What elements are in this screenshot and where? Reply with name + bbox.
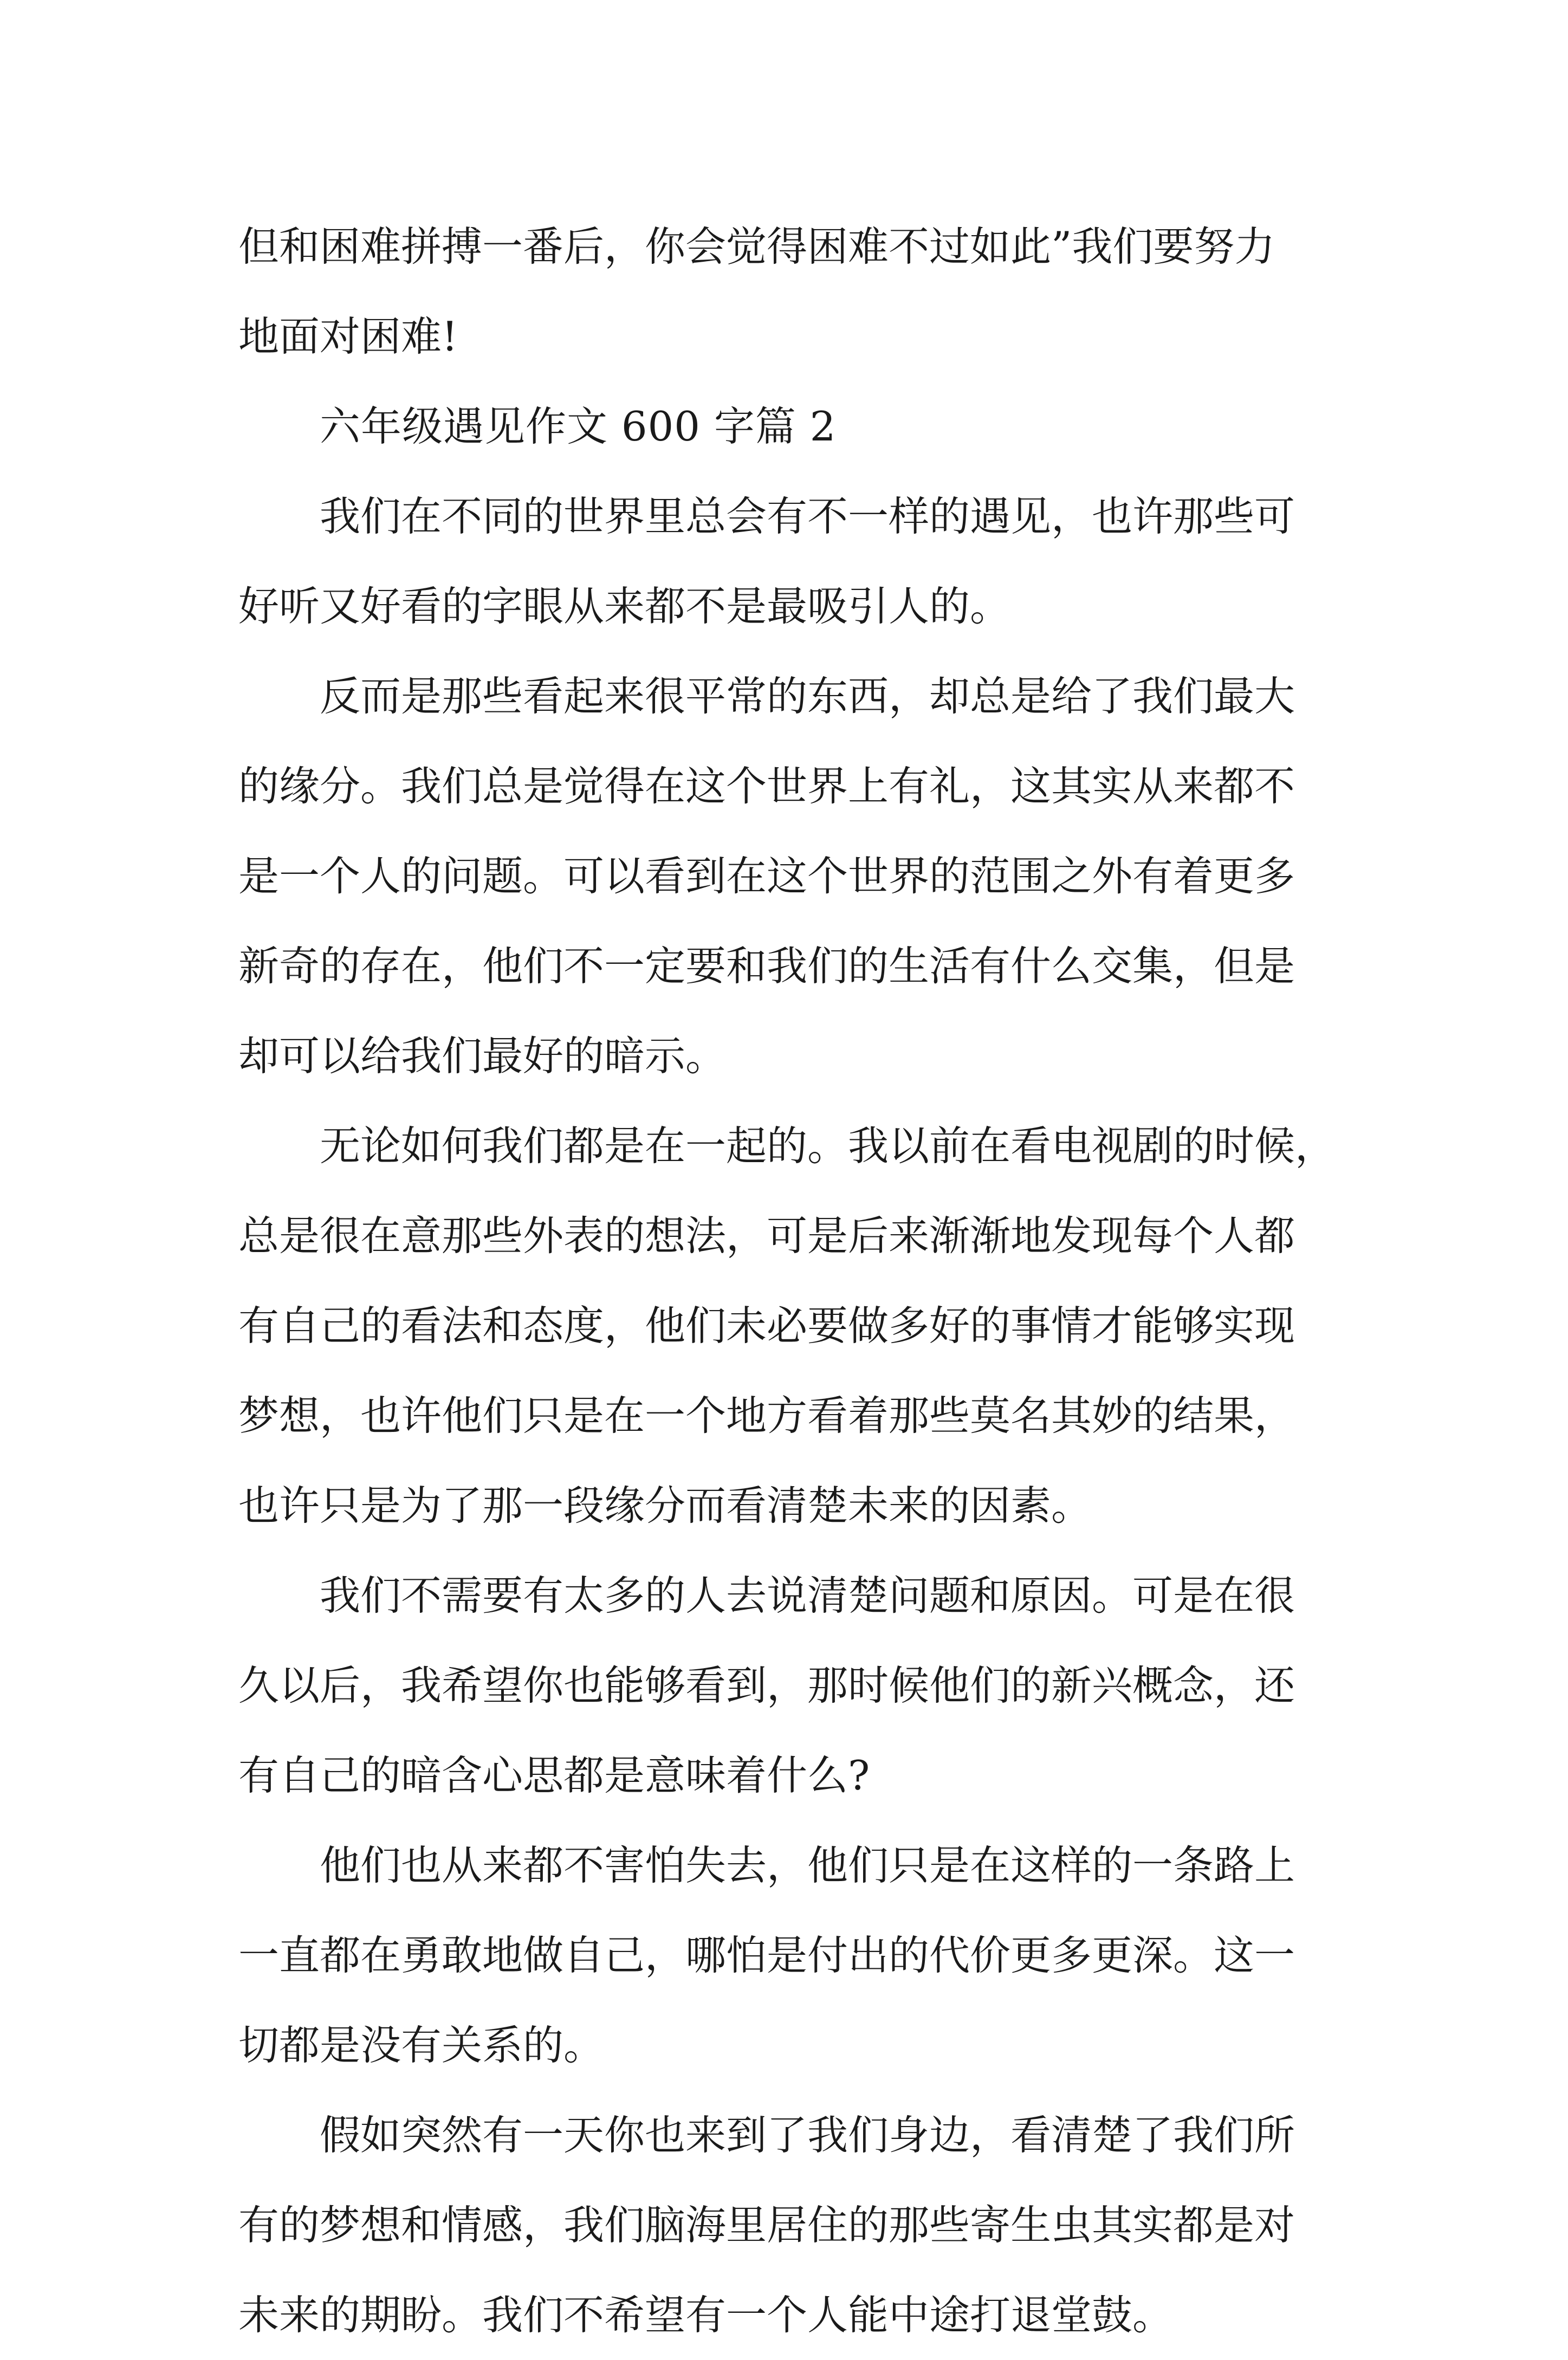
text-line: 久以后，我希望你也能够看到，那时候他们的新兴概念，还	[238, 1662, 1295, 1709]
text-line: 梦想，也许他们只是在一个地方看着那些莫名其妙的结果，	[238, 1392, 1295, 1440]
text-line: 有的梦想和情感，我们脑海里居住的那些寄生虫其实都是对	[238, 2201, 1295, 2249]
paragraph	[238, 1820, 1333, 2090]
text-line: 地面对困难!	[238, 313, 458, 360]
section-heading: 六年级遇见作文 600 字篇 2	[320, 403, 837, 450]
paragraph	[238, 1551, 1333, 1820]
text-line: 切都是没有关系的。	[238, 2021, 605, 2069]
text-line: 的缘分。我们总是觉得在这个世界上有礼，这其实从来都不	[238, 762, 1295, 810]
text-line: 新奇的存在，他们不一定要和我们的生活有什么交集，但是	[238, 942, 1295, 990]
text-line: 我们不需要有太多的人去说清楚问题和原因。可是在很	[320, 1572, 1295, 1619]
text-line: 一直都在勇敢地做自己，哪怕是付出的代价更多更深。这一	[238, 1931, 1295, 1979]
text-line: 反而是那些看起来很平常的东西，却总是给了我们最大	[320, 672, 1295, 720]
text-line: 总是很在意那些外表的想法，可是后来渐渐地发现每个人都	[238, 1212, 1295, 1260]
text-line: 是一个人的问题。可以看到在这个世界的范围之外有着更多	[238, 852, 1295, 900]
document-body	[238, 202, 1336, 2360]
paragraph	[238, 1101, 1336, 1551]
text-line: 也许只是为了那一段缘分而看清楚未来的因素。	[238, 1482, 1092, 1529]
text-line: 他们也从来都不害怕失去，他们只是在这样的一条路上	[320, 1842, 1295, 1889]
text-line: 无论如何我们都是在一起的。我以前在看电视剧的时候，	[320, 1122, 1336, 1170]
paragraph	[238, 651, 1333, 1101]
continuation-paragraph	[238, 202, 1333, 381]
paragraph	[238, 471, 1333, 651]
text-line: 有自己的暗含心思都是意味着什么?	[238, 1752, 870, 1799]
text-line: 有自己的看法和态度，他们未必要做多好的事情才能够实现	[238, 1302, 1295, 1350]
paragraph	[238, 2090, 1333, 2360]
text-line: 未来的期盼。我们不希望有一个人能中途打退堂鼓。	[238, 2291, 1174, 2339]
text-line: 却可以给我们最好的暗示。	[238, 1032, 727, 1080]
text-line: 但和困难拼搏一番后，你会觉得困难不过如此”我们要努力	[238, 223, 1275, 270]
text-line: 好听又好看的字眼从来都不是最吸引人的。	[238, 582, 1011, 630]
text-line: 我们在不同的世界里总会有不一样的遇见，也许那些可	[320, 492, 1295, 540]
text-line: 假如突然有一天你也来到了我们身边，看清楚了我们所	[320, 2111, 1295, 2159]
section-heading-block	[238, 381, 1333, 471]
